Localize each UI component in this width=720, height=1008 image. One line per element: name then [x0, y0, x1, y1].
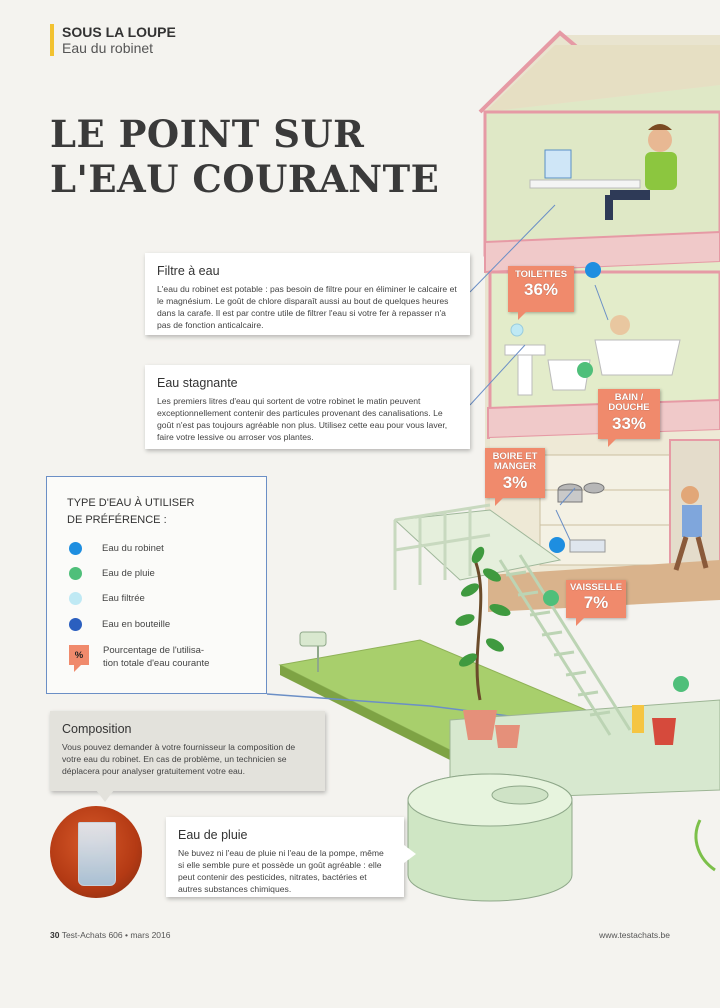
- legend-item-label: Eau filtrée: [102, 592, 145, 604]
- section-kicker: SOUS LA LOUPE: [62, 24, 176, 40]
- tag-bain: [598, 389, 660, 439]
- legend-item-filtree: [69, 589, 145, 607]
- legend-item-label: Eau du robinet: [102, 542, 164, 554]
- legend-item-label: Eau en bouteille: [102, 618, 171, 630]
- callout-title: Eau stagnante: [157, 376, 238, 390]
- tap-water-dot: [585, 262, 601, 278]
- tag-value: 36%: [523, 280, 559, 300]
- callout-title: Eau de pluie: [178, 828, 248, 842]
- callout-body: Vous pouvez demander à votre fournisseur la composition de votre eau du robinet. En cas de problème, un technicien se déplacera pour analyser gratuitement votre eau.: [62, 741, 296, 777]
- tap-water-dot-icon: [69, 542, 82, 555]
- page-number: 30: [50, 930, 60, 940]
- legend-item-robinet: [69, 539, 164, 557]
- tag-label: VAISSELLE: [569, 582, 623, 593]
- callout-composition: [50, 711, 325, 791]
- tag-boire: [485, 448, 545, 498]
- callout-stagnante: [145, 365, 470, 449]
- callout-body: Les premiers litres d'eau qui sortent de votre robinet le matin peuvent exceptionnellement contenir des particules provenant des canalisations. Le goût n'est pas toujours agréable non plus. Utilisez cette eau pour vous laver, faire votre lessive ou arroser vos plantes.: [157, 395, 448, 443]
- section-subtitle: Eau du robinet: [62, 40, 154, 57]
- tap-water-dot: [549, 537, 565, 553]
- callout-body: L'eau du robinet est potable : pas besoin de filtre pour en éliminer le calcaire et le magnésium. Le goût de chlore disparaît aussi au bout de quelques heures dans la carafe. Il est par contre utile de filtrer l'eau si votre fer à repasser n'a pas de fonction anticalcaire.: [157, 283, 457, 331]
- tag-label: BOIRE ET: [492, 451, 538, 462]
- tag-label: TOILETTES: [514, 269, 568, 280]
- tag-value: 7%: [583, 593, 609, 613]
- footer-left: [50, 930, 171, 940]
- callout-body: Ne buvez ni l'eau de pluie ni l'eau de la pompe, même si elle semble pure et possède un goût agréable : elle peut contenir des pesticides, nitrates, bactéries et autres substances chimiques.: [178, 847, 384, 895]
- legend-item-label: Eau de pluie: [102, 567, 155, 579]
- filtered-water-dot: [511, 324, 523, 336]
- legend-pct-line: tion totale d'eau courante: [103, 657, 210, 669]
- legend-title-line: TYPE D'EAU À UTILISER: [67, 497, 195, 509]
- issue-info: Test-Achats 606 • mars 2016: [61, 930, 171, 940]
- callout-pointer: [404, 845, 416, 863]
- tag-value: 3%: [502, 472, 528, 492]
- callout-pointer: [96, 790, 114, 802]
- legend-title: [67, 495, 194, 528]
- callout-pluie: [166, 817, 404, 897]
- tag-vaisselle: [566, 580, 626, 618]
- rain-water-dot-icon: [69, 567, 82, 580]
- rain-water-dot: [577, 362, 593, 378]
- filtered-water-dot-icon: [69, 592, 82, 605]
- percent-badge-icon: %: [69, 645, 89, 665]
- legend-item-pluie: [69, 564, 155, 582]
- legend-pct-line: Pourcentage de l'utilisa-: [103, 645, 205, 656]
- rain-water-dot: [543, 590, 559, 606]
- water-glass-image: [50, 806, 142, 898]
- callout-filtre: [145, 253, 470, 335]
- callout-title: Composition: [62, 722, 132, 736]
- tag-label: BAIN /: [614, 392, 644, 403]
- legend: [46, 476, 267, 694]
- footer-url: www.testachats.be: [599, 930, 670, 940]
- tag-label: MANGER: [493, 461, 537, 473]
- section-tag: [50, 24, 176, 56]
- legend-item-bouteille: [69, 615, 170, 633]
- page-title: LE POINT SUR L'EAU COURANTE: [50, 112, 440, 202]
- tag-value: 33%: [611, 413, 647, 433]
- tag-toilettes: [508, 266, 574, 312]
- legend-item-label: [103, 645, 209, 671]
- tag-label: DOUCHE: [608, 402, 650, 414]
- legend-item-pct: [69, 645, 209, 671]
- callout-title: Filtre à eau: [157, 264, 220, 278]
- bottled-water-dot-icon: [69, 618, 82, 631]
- rain-water-dot: [673, 676, 689, 692]
- legend-title-line: DE PRÉFÉRENCE :: [67, 513, 167, 526]
